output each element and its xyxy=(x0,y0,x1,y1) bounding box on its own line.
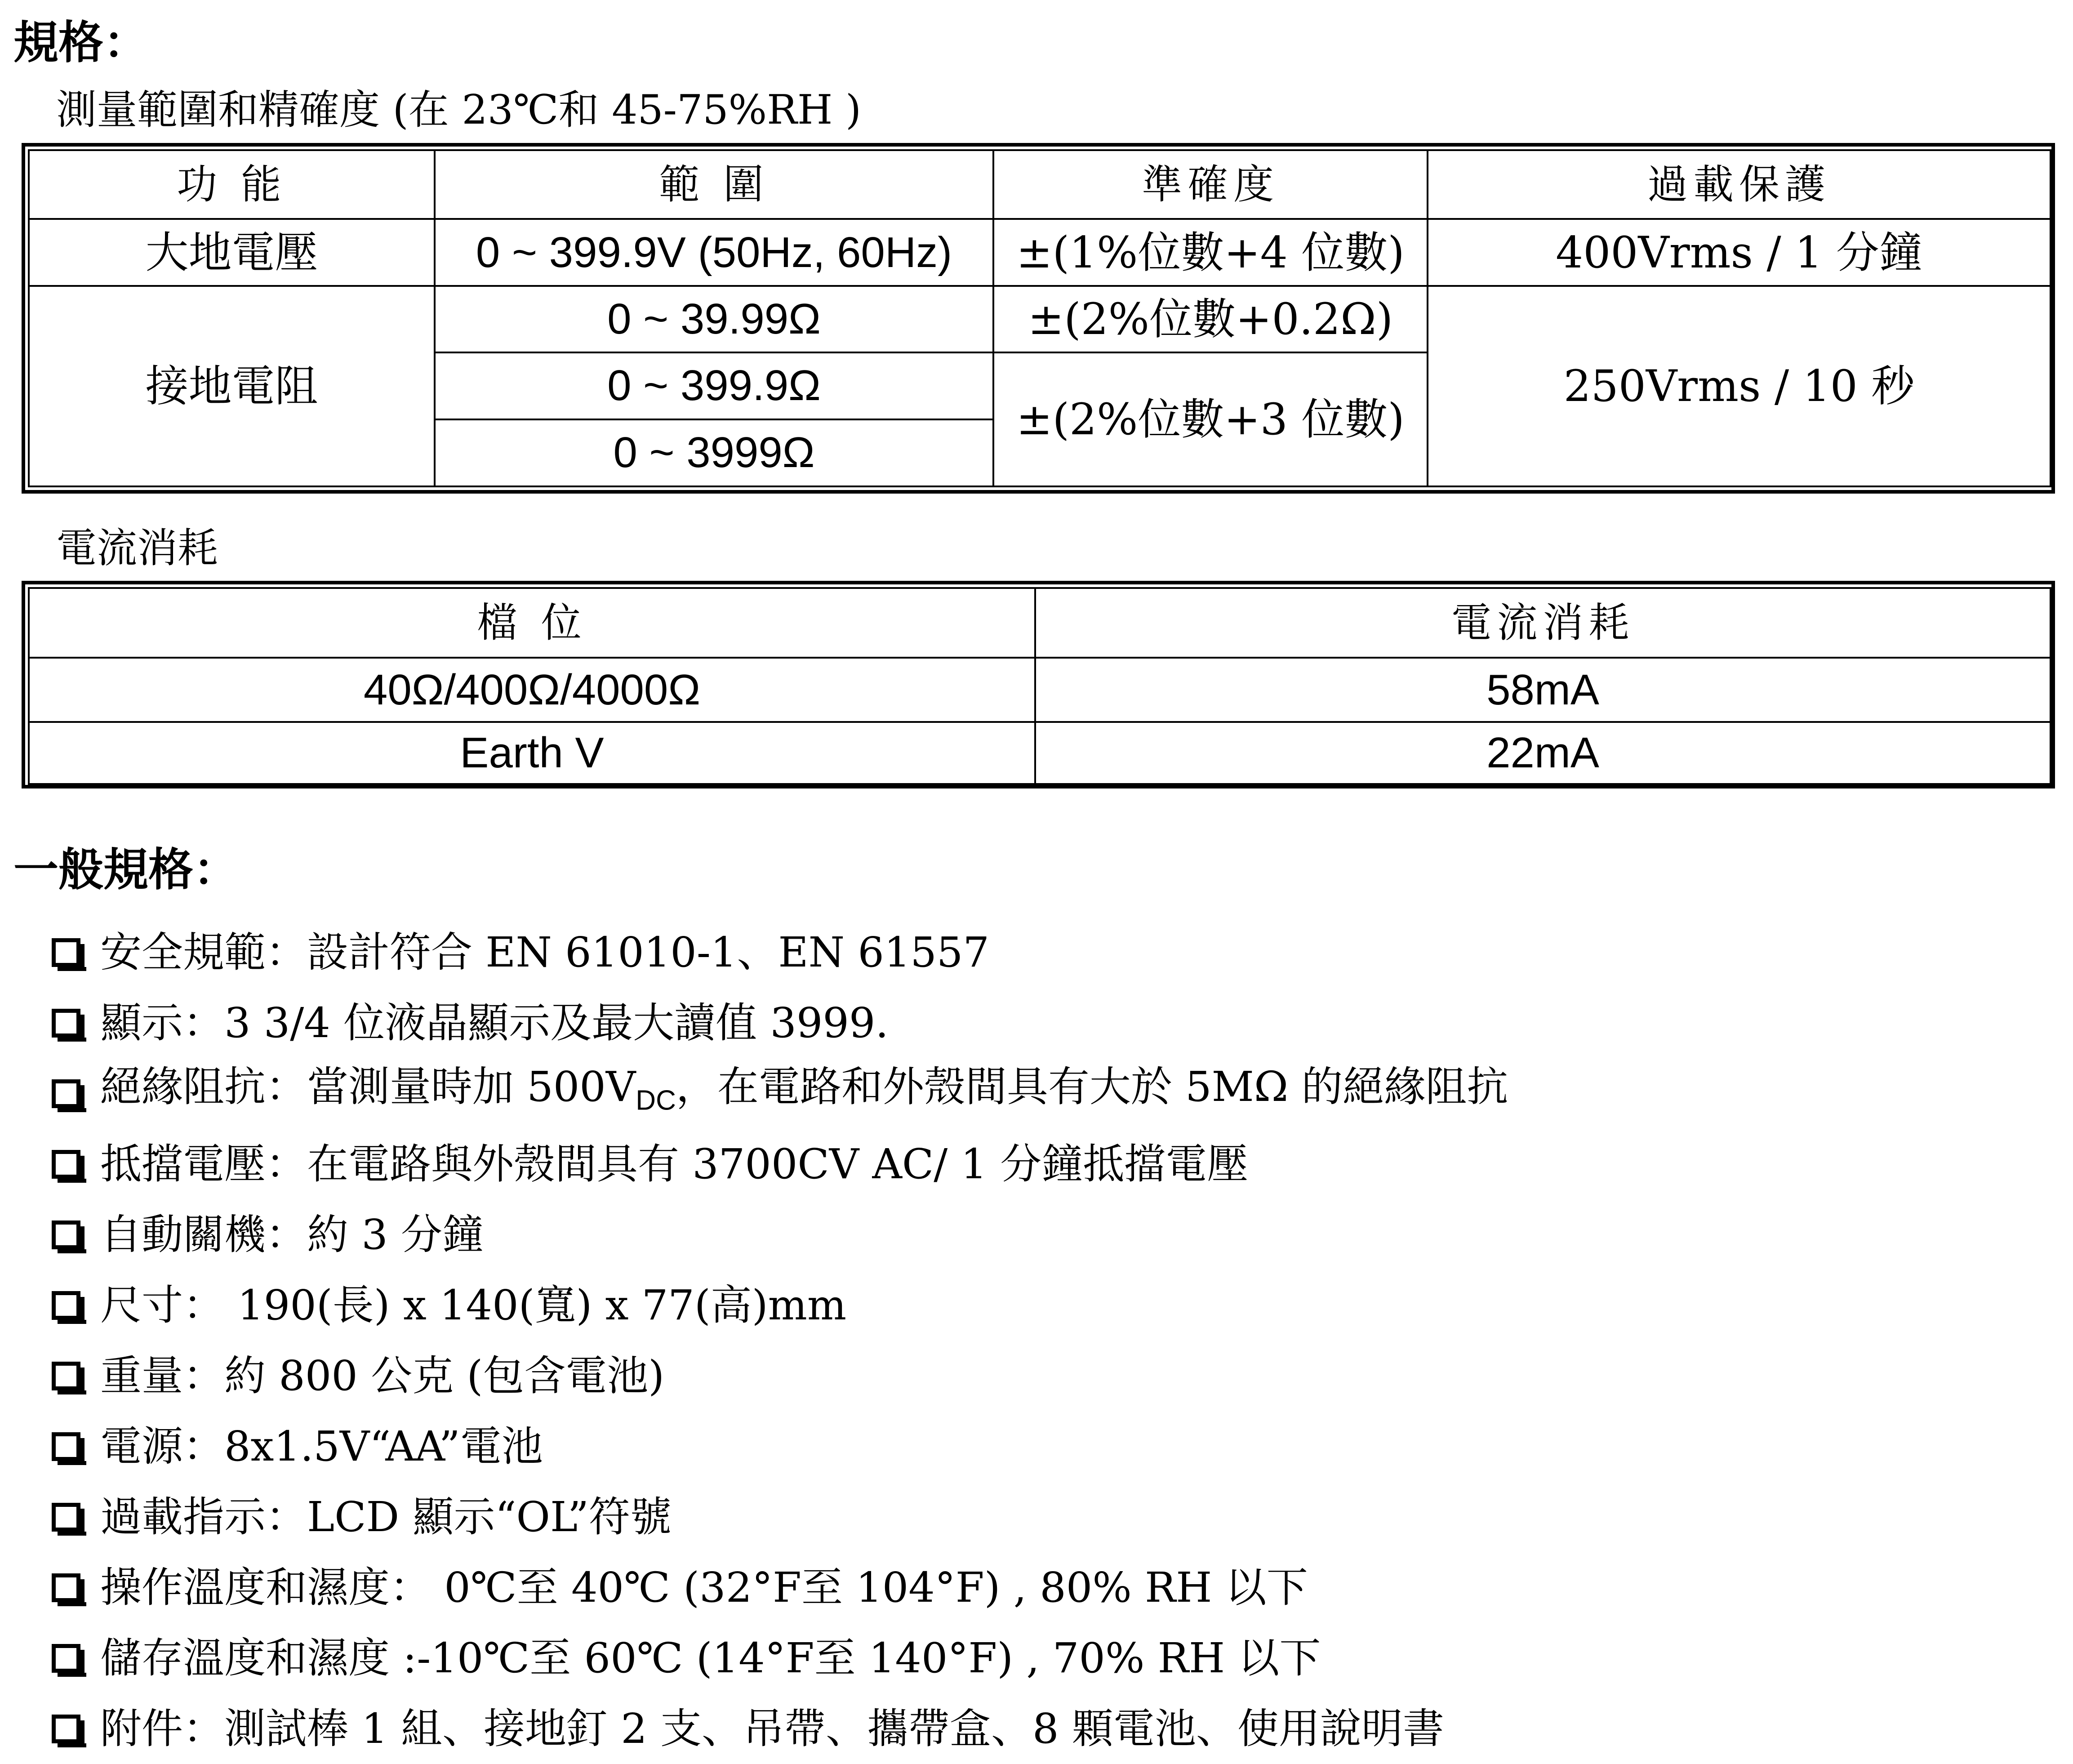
current-row-resistance xyxy=(29,658,2051,722)
current-range-earth-v: Earth V xyxy=(29,722,1035,784)
list-item xyxy=(52,1552,1508,1623)
current-table xyxy=(28,587,2051,785)
overload-indicator-text: 過載指示：LCD 顯示“OL”符號 xyxy=(100,1493,672,1541)
list-item xyxy=(52,1623,1508,1693)
auto-power-off-text: 自動關機：約 3 分鐘 xyxy=(100,1211,484,1259)
general-spec-list xyxy=(52,917,1508,1764)
earth-resistance-range-2: 0 ~ 399.9Ω xyxy=(435,352,993,419)
earth-voltage-overload: 400Vrms / 1 分鐘 xyxy=(1428,219,2051,285)
current-value-resistance: 58mA xyxy=(1035,658,2051,722)
insulation-text-main: 絕緣阻抗：當測量時加 500V xyxy=(100,1062,636,1111)
list-item xyxy=(52,1058,1508,1129)
header-range: 範 圍 xyxy=(435,150,993,219)
list-item xyxy=(52,1199,1508,1270)
general-heading: 一般規格： xyxy=(13,843,238,896)
measure-header-row xyxy=(29,150,2051,219)
current-value-earth-v: 22mA xyxy=(1035,722,2051,784)
operating-conditions-text: 操作溫度和濕度： 0℃至 40℃ (32°F至 104°F) , 80% RH 以下 xyxy=(100,1564,1308,1612)
list-item xyxy=(52,1693,1508,1764)
current-table-frame xyxy=(22,581,2055,788)
spec-heading: 規格： xyxy=(13,16,148,69)
header-function: 功 能 xyxy=(29,150,435,219)
earth-resistance-function: 接地電阻 xyxy=(29,286,435,486)
checkbox-icon xyxy=(52,1362,80,1390)
measure-subheading: 測量範圍和精確度 (在 23℃和 45-75%RH ) xyxy=(56,86,862,134)
earth-resistance-range-3: 0 ~ 3999Ω xyxy=(435,419,993,486)
earth-voltage-accuracy: ±(1%位數+4 位數) xyxy=(993,219,1428,285)
weight-text: 重量：約 800 公克 (包含電池) xyxy=(100,1352,665,1400)
checkbox-icon xyxy=(52,1079,80,1108)
measure-table-frame xyxy=(22,143,2055,494)
power-source-text: 電源：8x1.5V“AA”電池 xyxy=(100,1422,543,1470)
withstand-voltage-text: 抵擋電壓：在電路與外殼間具有 3700CV AC/ 1 分鐘抵擋電壓 xyxy=(100,1140,1249,1188)
checkbox-icon xyxy=(52,1503,80,1532)
measure-table xyxy=(28,149,2051,487)
checkbox-icon xyxy=(52,938,80,967)
list-item xyxy=(52,917,1508,988)
list-item xyxy=(52,1270,1508,1341)
list-item xyxy=(52,1341,1508,1411)
checkbox-icon xyxy=(52,1150,80,1179)
earth-voltage-range: 0 ~ 399.9V (50Hz, 60Hz) xyxy=(435,219,993,285)
header-accuracy: 準確度 xyxy=(993,150,1428,219)
earth-voltage-function: 大地電壓 xyxy=(29,219,435,285)
safety-standard-text: 安全規範：設計符合 EN 61010-1、EN 61557 xyxy=(100,928,990,976)
current-range-resistance: 40Ω/400Ω/4000Ω xyxy=(29,658,1035,722)
list-item xyxy=(52,1129,1508,1199)
current-row-earth-v xyxy=(29,722,2051,784)
earth-resistance-accuracy-1: ±(2%位數+0.2Ω) xyxy=(993,286,1428,352)
checkbox-icon xyxy=(52,1573,80,1602)
checkbox-icon xyxy=(52,1644,80,1673)
insulation-text xyxy=(100,1051,1508,1136)
insulation-text-rest: ，在電路和外殼間具有大於 5MΩ 的絕緣阻抗 xyxy=(676,1062,1508,1111)
earth-resistance-accuracy-2: ±(2%位數+3 位數) xyxy=(993,352,1428,486)
storage-conditions-text: 儲存溫度和濕度 :-10℃至 60℃ (14°F至 140°F) , 70% RH 以下 xyxy=(100,1634,1321,1682)
earth-resistance-overload: 250Vrms / 10 秒 xyxy=(1428,286,2051,486)
earth-resistance-range-1: 0 ~ 39.99Ω xyxy=(435,286,993,352)
checkbox-icon xyxy=(52,1715,80,1743)
list-item xyxy=(52,1411,1508,1482)
current-header-row xyxy=(29,588,2051,658)
display-text: 顯示：3 3/4 位液晶顯示及最大讀值 3999. xyxy=(100,999,889,1047)
dimensions-text: 尺寸： 190(長) x 140(寬) x 77(高)mm xyxy=(100,1281,847,1329)
earth-voltage-row xyxy=(29,219,2051,285)
checkbox-icon xyxy=(52,1291,80,1320)
list-item xyxy=(52,988,1508,1058)
checkbox-icon xyxy=(52,1221,80,1249)
header-overload: 過載保護 xyxy=(1428,150,2051,219)
accessories-text: 附件：測試棒 1 組、接地釘 2 支、吊帶、攜帶盒、8 顆電池、使用說明書 xyxy=(100,1705,1444,1753)
checkbox-icon xyxy=(52,1009,80,1038)
header-range-setting: 檔 位 xyxy=(29,588,1035,658)
current-subheading: 電流消耗 xyxy=(56,525,218,572)
list-item xyxy=(52,1482,1508,1552)
checkbox-icon xyxy=(52,1432,80,1461)
header-current-consumption: 電流消耗 xyxy=(1035,588,2051,658)
insulation-text-subscript: DC xyxy=(636,1085,676,1116)
earth-resistance-row-1 xyxy=(29,286,2051,352)
